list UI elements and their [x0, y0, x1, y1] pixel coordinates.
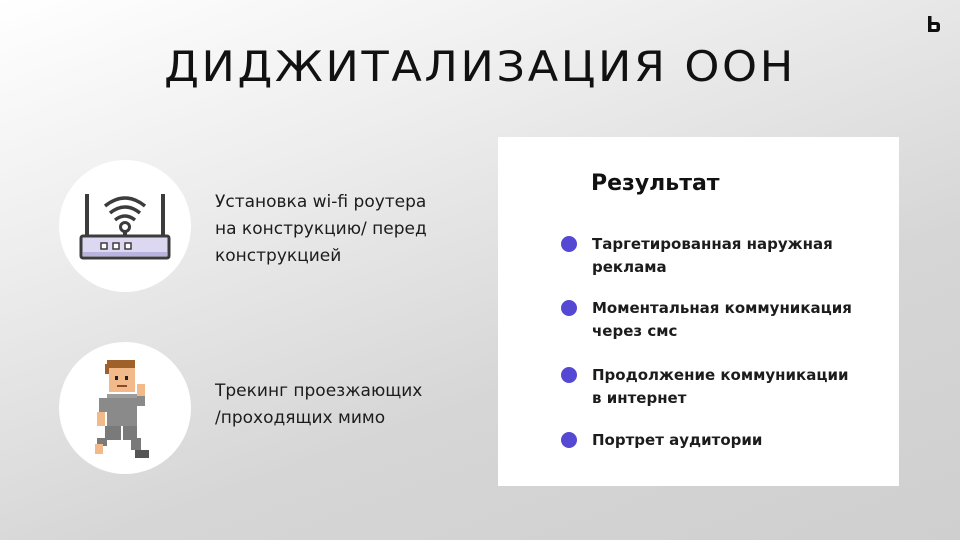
result-item: [561, 233, 881, 279]
result-panel: [498, 137, 899, 486]
feature-router-text: [215, 189, 475, 270]
running-person-icon: [95, 356, 155, 462]
result-item-line-1: Таргетированная наружная: [592, 235, 833, 253]
router-circle: [59, 160, 191, 292]
result-item: [561, 364, 881, 410]
feature-router-line-1: Установка wi-fi роутера: [215, 192, 427, 212]
feature-router-line-2: на конструкцию/ перед: [215, 219, 427, 239]
page-title: ДИДЖИТАЛИЗАЦИЯ ООН: [164, 42, 796, 91]
feature-router-line-3: конструкцией: [215, 246, 342, 266]
result-item-line-2: через смс: [592, 322, 678, 340]
person-circle: [59, 342, 191, 474]
feature-tracking-line-1: Трекинг проезжающих: [215, 381, 423, 401]
bullet-icon: [561, 432, 577, 448]
feature-tracking-text: [215, 378, 475, 432]
bullet-icon: [561, 367, 577, 383]
result-item-line-1: Портрет аудитории: [592, 431, 763, 449]
result-item: [561, 429, 881, 452]
result-item-line-1: Моментальная коммуникация: [592, 299, 852, 317]
result-item-line-2: в интернет: [592, 389, 687, 407]
result-item-line-2: реклама: [592, 258, 667, 276]
bullet-icon: [561, 236, 577, 252]
result-title: Результат: [591, 171, 720, 196]
wifi-router-icon: [79, 190, 171, 262]
bullet-icon: [561, 300, 577, 316]
result-item-line-1: Продолжение коммуникации: [592, 366, 849, 384]
result-item: [561, 297, 881, 343]
brand-logo-icon: [928, 16, 940, 32]
feature-tracking-line-2: /проходящих мимо: [215, 408, 386, 428]
